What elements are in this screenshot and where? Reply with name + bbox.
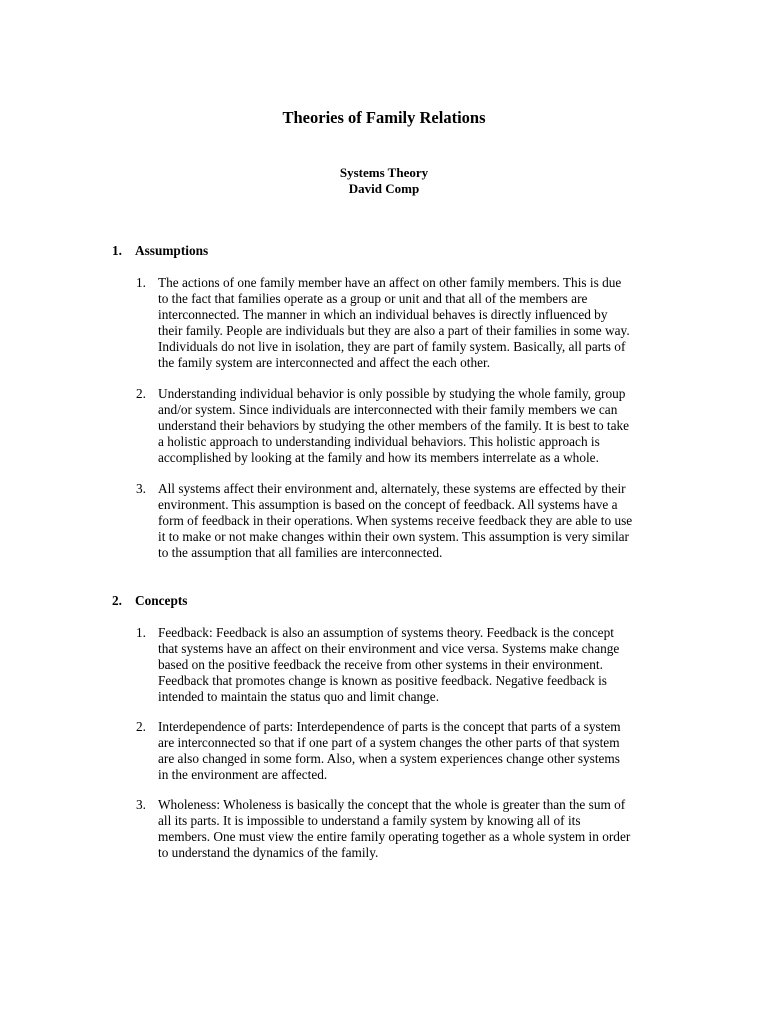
text-line: their family. People are individuals but they are also a part of their families in some way. <box>158 323 630 338</box>
list-item-number: 3. <box>136 481 146 496</box>
document-author: David Comp <box>348 181 420 196</box>
text-line: in the environment are affected. <box>158 767 328 782</box>
text-line: Feedback that promotes change is known as positive feedback. Negative feedback is <box>158 673 607 688</box>
list-item-number: 2. <box>136 386 146 401</box>
text-line: interconnected. The manner in which an individual behaves is directly influenced by <box>158 307 608 322</box>
text-line: are also changed in some form. Also, when a system experiences change other systems <box>158 751 620 766</box>
text-line: based on the positive feedback the receive from other systems in their environment. <box>158 657 603 672</box>
text-line: the family system are interconnected and affect the each other. <box>158 355 491 370</box>
text-line: All systems affect their environment and, alternately, these systems are effected by their <box>158 481 626 496</box>
document-title: Theories of Family Relations <box>282 108 486 127</box>
list-item-number: 2. <box>136 719 146 734</box>
text-line: to understand the dynamics of the family. <box>158 845 379 860</box>
list-item-text <box>158 797 630 861</box>
list-item-text <box>158 719 621 783</box>
text-line: Wholeness: Wholeness is basically the concept that the whole is greater than the sum of <box>158 797 626 812</box>
text-line: and/or system. Since individuals are interconnected with their family members we can <box>158 402 618 417</box>
text-line: environment. This assumption is based on the concept of feedback. All systems have a <box>158 497 618 512</box>
section-heading-assumptions <box>112 243 208 259</box>
text-line: members. One must view the entire family operating together as a whole system in order <box>158 829 631 844</box>
text-line: to the fact that families operate as a group or unit and that all of the members are <box>158 291 588 306</box>
text-line: Individuals do not live in isolation, they are part of family system. Basically, all parts of <box>158 339 626 354</box>
list-item-number: 1. <box>136 275 146 290</box>
section-title: Assumptions <box>135 243 209 258</box>
text-line: intended to maintain the status quo and limit change. <box>158 689 440 704</box>
text-line: form of feedback in their operations. When systems receive feedback they are able to use <box>158 513 633 528</box>
text-line: a holistic approach to understanding individual behaviors. This holistic approach is <box>158 434 600 449</box>
text-line: that systems have an affect on their environment and vice versa. Systems make change <box>158 641 620 656</box>
text-line: Understanding individual behavior is only possible by studying the whole family, group <box>158 386 626 401</box>
list-item-text <box>158 386 629 466</box>
section-number: 1. <box>112 243 122 258</box>
list-item-text <box>158 481 632 561</box>
text-line: The actions of one family member have an affect on other family members. This is due <box>158 275 622 290</box>
list-item-text <box>158 275 630 371</box>
text-line: it to make or not make changes within their own system. This assumption is very similar <box>158 529 629 544</box>
document-subtitle: Systems Theory <box>339 165 429 180</box>
list-item-number: 1. <box>136 625 146 640</box>
text-line: accomplished by looking at the family and how its members interrelate as a whole. <box>158 450 599 465</box>
text-line: are interconnected so that if one part of a system changes the other parts of that system <box>158 735 620 750</box>
text-line: understand their behaviors by studying the other members of the family. It is best to take <box>158 418 630 433</box>
list-item-text <box>158 625 619 705</box>
section-title: Concepts <box>135 593 188 608</box>
text-line: all its parts. It is impossible to understand a family system by knowing all of its <box>158 813 581 828</box>
text-line: Feedback: Feedback is also an assumption of systems theory. Feedback is the concept <box>158 625 614 640</box>
list-item-number: 3. <box>136 797 146 812</box>
text-line: Interdependence of parts: Interdependence of parts is the concept that parts of a system <box>158 719 621 734</box>
section-heading-concepts <box>112 593 187 609</box>
text-line: to the assumption that all families are interconnected. <box>158 545 443 560</box>
section-number: 2. <box>112 593 122 608</box>
